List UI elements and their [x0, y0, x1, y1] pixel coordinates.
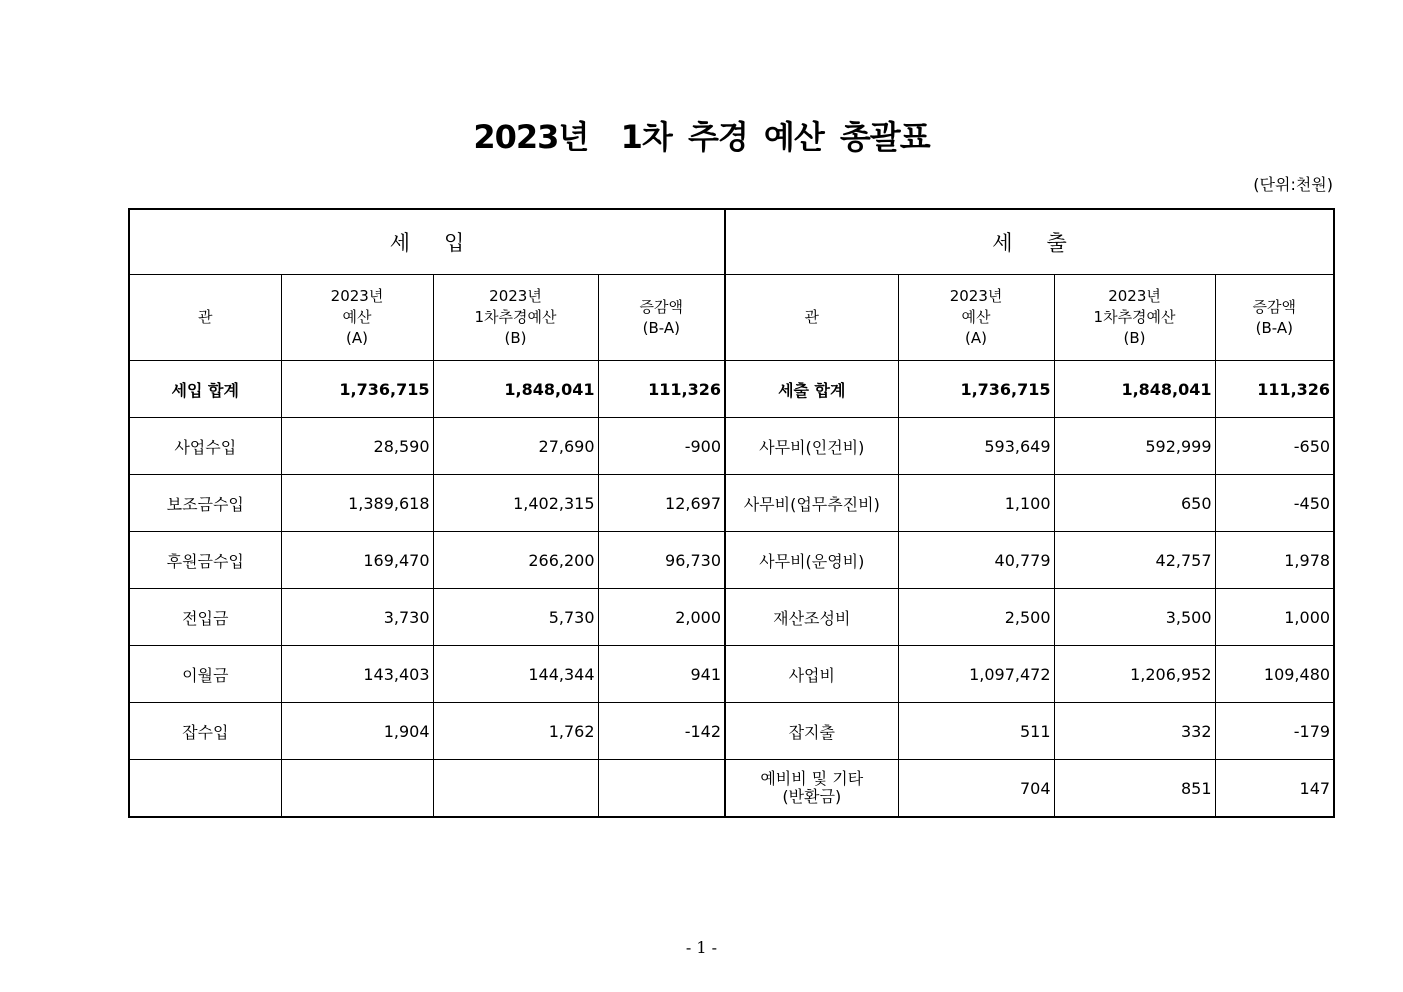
income-label: 이월금 — [129, 646, 281, 703]
income-supp: 5,730 — [433, 589, 598, 646]
expense-supp: 592,999 — [1054, 418, 1215, 475]
income-supp-header-line2: 1차추경예산 — [474, 308, 557, 326]
expense-diff: 1,978 — [1215, 532, 1334, 589]
income-budget: 3,730 — [281, 589, 433, 646]
expense-total-supp: 1,848,041 — [1054, 361, 1215, 418]
expense-supp: 332 — [1054, 703, 1215, 760]
expense-total-label: 세출 합계 — [725, 361, 898, 418]
expense-diff: -179 — [1215, 703, 1334, 760]
expense-budget: 511 — [898, 703, 1054, 760]
expense-supp: 851 — [1054, 760, 1215, 818]
expense-diff-header-line1: 증감액 — [1252, 297, 1297, 316]
expense-budget-header-line1: 2023년 — [949, 287, 1003, 305]
income-section-char-2: 입 — [444, 231, 465, 255]
expense-diff: 109,480 — [1215, 646, 1334, 703]
income-label: 잡수입 — [129, 703, 281, 760]
income-budget: 143,403 — [281, 646, 433, 703]
income-diff: 2,000 — [598, 589, 725, 646]
table-row — [129, 646, 1334, 703]
table-row — [129, 532, 1334, 589]
section-header-row — [129, 209, 1334, 275]
income-diff: -142 — [598, 703, 725, 760]
expense-budget: 40,779 — [898, 532, 1054, 589]
income-diff-header — [598, 275, 725, 361]
expense-total-budget: 1,736,715 — [898, 361, 1054, 418]
income-budget-header-line2: 예산 — [342, 308, 372, 326]
expense-budget: 1,097,472 — [898, 646, 1054, 703]
expense-supp-header-line1: 2023년 — [1108, 287, 1161, 305]
income-budget-header — [281, 275, 433, 361]
budget-summary-table — [128, 208, 1335, 818]
income-budget — [281, 760, 433, 818]
expense-label-line1: 예비비 및 기타 — [760, 769, 864, 788]
expense-supp-header-line2: 1차추경예산 — [1093, 308, 1176, 326]
expense-section-char-2: 출 — [1046, 231, 1067, 255]
income-supp-header-line3: (B) — [504, 329, 527, 347]
expense-supp: 3,500 — [1054, 589, 1215, 646]
expense-budget: 593,649 — [898, 418, 1054, 475]
expense-total-diff: 111,326 — [1215, 361, 1334, 418]
table-row — [129, 475, 1334, 532]
expense-supp: 42,757 — [1054, 532, 1215, 589]
income-supp-header-line1: 2023년 — [489, 287, 542, 305]
expense-diff: 1,000 — [1215, 589, 1334, 646]
income-diff: 941 — [598, 646, 725, 703]
income-label — [129, 760, 281, 818]
income-diff-header-line2: (B-A) — [642, 318, 680, 337]
expense-label — [725, 760, 898, 818]
income-total-label: 세입 합계 — [129, 361, 281, 418]
expense-label: 사업비 — [725, 646, 898, 703]
expense-label-line2: (반환금) — [782, 787, 842, 806]
expense-supp-header-line3: (B) — [1123, 329, 1146, 347]
table-row — [129, 418, 1334, 475]
income-category-header: 관 — [129, 275, 281, 361]
expense-diff: -650 — [1215, 418, 1334, 475]
income-label: 사업수입 — [129, 418, 281, 475]
income-diff: 12,697 — [598, 475, 725, 532]
income-label: 후원금수입 — [129, 532, 281, 589]
income-section-header — [129, 209, 725, 275]
expense-diff: 147 — [1215, 760, 1334, 818]
income-diff: -900 — [598, 418, 725, 475]
table-row — [129, 589, 1334, 646]
expense-supp: 1,206,952 — [1054, 646, 1215, 703]
expense-label: 잡지출 — [725, 703, 898, 760]
expense-diff: -450 — [1215, 475, 1334, 532]
income-supp: 27,690 — [433, 418, 598, 475]
income-diff: 96,730 — [598, 532, 725, 589]
income-supp — [433, 760, 598, 818]
income-supp: 144,344 — [433, 646, 598, 703]
income-diff — [598, 760, 725, 818]
table-row — [129, 703, 1334, 760]
income-budget: 1,904 — [281, 703, 433, 760]
income-budget-header-line1: 2023년 — [330, 287, 384, 305]
expense-budget: 704 — [898, 760, 1054, 818]
income-total-supp: 1,848,041 — [433, 361, 598, 418]
expense-budget-header-line3: (A) — [965, 329, 988, 347]
expense-budget-header-line2: 예산 — [961, 308, 991, 326]
income-budget: 1,389,618 — [281, 475, 433, 532]
expense-label: 사무비(업무추진비) — [725, 475, 898, 532]
expense-section-char-1: 세 — [992, 231, 1013, 255]
income-supp: 266,200 — [433, 532, 598, 589]
expense-budget: 2,500 — [898, 589, 1054, 646]
unit-label: (단위:천원) — [1253, 175, 1333, 194]
income-budget: 28,590 — [281, 418, 433, 475]
income-supp: 1,762 — [433, 703, 598, 760]
expense-budget: 1,100 — [898, 475, 1054, 532]
income-diff-header-line1: 증감액 — [639, 297, 683, 316]
income-budget: 169,470 — [281, 532, 433, 589]
table-row — [129, 760, 1334, 818]
expense-label: 사무비(인건비) — [725, 418, 898, 475]
expense-section-header — [725, 209, 1334, 275]
column-header-row — [129, 275, 1334, 361]
expense-label: 사무비(운영비) — [725, 532, 898, 589]
expense-supp: 650 — [1054, 475, 1215, 532]
income-supp: 1,402,315 — [433, 475, 598, 532]
page-number: - 1 - — [685, 938, 718, 957]
expense-budget-header — [898, 275, 1054, 361]
income-label: 전입금 — [129, 589, 281, 646]
income-label: 보조금수입 — [129, 475, 281, 532]
expense-category-header: 관 — [725, 275, 898, 361]
income-supp-header — [433, 275, 598, 361]
expense-supp-header — [1054, 275, 1215, 361]
income-total-budget: 1,736,715 — [281, 361, 433, 418]
income-total-diff: 111,326 — [598, 361, 725, 418]
expense-label: 재산조성비 — [725, 589, 898, 646]
document-title: 2023년 1차 추경 예산 총괄표 — [473, 118, 930, 156]
income-budget-header-line3: (A) — [346, 329, 368, 347]
income-section-char-1: 세 — [389, 231, 411, 255]
expense-diff-header — [1215, 275, 1334, 361]
total-row — [129, 361, 1334, 418]
expense-diff-header-line2: (B-A) — [1255, 318, 1293, 337]
